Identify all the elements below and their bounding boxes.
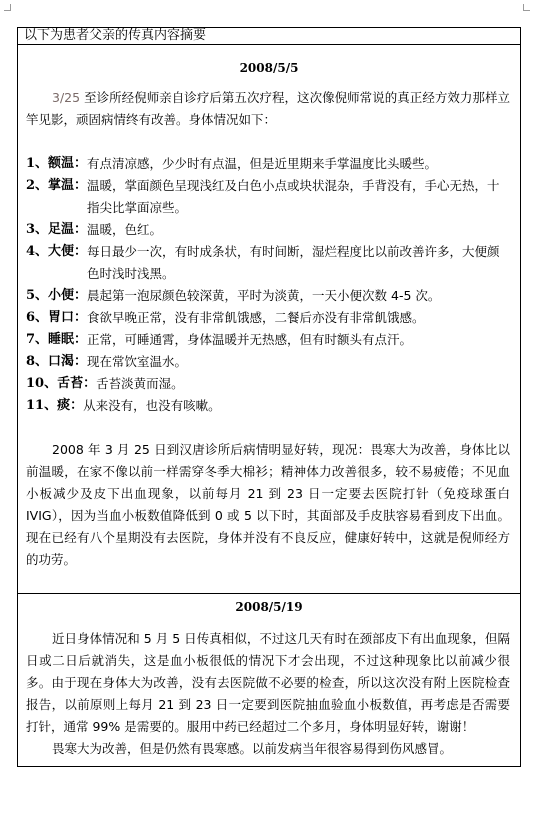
item-label: 1、额温： (26, 156, 88, 171)
list-item (26, 219, 510, 241)
closing-paragraph: 畏寒大为改善，但是仍然有畏寒感。以前发病当年很容易得到伤风感冒。 (52, 741, 453, 756)
fax-summary-table (17, 27, 521, 767)
list-item (26, 153, 510, 175)
item-text: 食欲早晚正常，没有非常飢饿感，二餐后亦没有非常飢饿感。 (87, 310, 425, 325)
item-label: 11、痰： (26, 398, 84, 413)
update-paragraph: 近日身体情况和 5 月 5 日传真相似，不过这几天有时在颈部皮下有出血现象，但隔日或二日后就消失，这是血小板很低的情况下才会出现，不过这种现象比以前减少很多。由于现在身体大为改善，没有去医院做不必要的检查，所以这次没有附上医院检查报告，以前原则上每月 21 到 23 日一定要到医院抽血验血小板数值，再考虑是否需要打针，通常 99% 是需要的。服用中药已经超过二个多月，身体明显好转，谢谢！ (26, 631, 510, 734)
symptom-list (18, 153, 520, 417)
item-text: 每日最少一次，有时成条状，有时间断，湿烂程度比以前改善许多，大便颜色时浅时浅黑。 (87, 244, 500, 281)
section-date: 2008/5/5 (239, 61, 299, 75)
item-text: 晨起第一泡尿颜色较深黄，平时为淡黄，一天小便次数 4-5 次。 (87, 288, 441, 303)
list-item (26, 241, 510, 285)
list-item (26, 329, 510, 351)
item-label: 6、胃口： (26, 310, 88, 325)
item-label: 2、掌温： (26, 178, 88, 193)
item-text: 有点清凉感，少少时有点温，但是近里期来手掌温度比头暖些。 (87, 156, 438, 171)
item-text: 正常，可睡通霄，身体温暖并无热感，但有时额头有点汗。 (87, 332, 413, 347)
section-2008-5-5 (18, 45, 520, 594)
list-item (26, 351, 510, 373)
item-text: 舌苔淡黄而湿。 (96, 376, 184, 391)
item-label: 4、大便： (26, 244, 88, 259)
page-corner-mark (4, 4, 11, 11)
intro-text: 至诊所经倪师亲自诊疗后第五次疗程，这次像倪师常说的真正经方效力那样立竿见影，顽固病情终有改善。身体情况如下： (26, 90, 510, 127)
item-text: 温暖，色红。 (87, 222, 163, 237)
table-header: 以下为患者父亲的传真内容摘要 (18, 28, 520, 45)
page-corner-mark (523, 4, 530, 11)
item-label: 5、小便： (26, 288, 88, 303)
section-2008-5-19 (18, 594, 520, 766)
item-text: 温暖，掌面颜色呈现浅红及白色小点或块状混杂，手背没有，手心无热，十指尖比掌面凉些。 (87, 178, 500, 215)
section-date: 2008/5/19 (235, 600, 303, 614)
item-label: 3、足温： (26, 222, 88, 237)
item-text: 现在常饮室温水。 (87, 354, 188, 369)
list-item (26, 395, 510, 417)
item-label: 8、口渴： (26, 354, 88, 369)
item-label: 7、睡眠： (26, 332, 88, 347)
list-item (26, 285, 510, 307)
list-item (26, 307, 510, 329)
item-text: 从来没有，也没有咳嗽。 (83, 398, 221, 413)
intro-paragraph (18, 87, 520, 131)
item-label: 10、舌苔： (26, 376, 97, 391)
list-item (26, 373, 510, 395)
progress-paragraph: 2008 年 3 月 25 日到汉唐诊所后病情明显好转，现况：畏寒大为改善，身体比以前温暖，在家不像以前一样需穿冬季大棉衫；精神体力改善很多，较不易疲倦；不见血小板减少及皮下出血现象，以前每月 21 到 23 日一定要去医院打针（免疫球蛋白 IVIG），因为当血小板数值降低到 0 或 5 以下时，其面部及手皮肤容易看到皮下出血。现在已经有八个星期没有去医院，身体并没有不良反应，健康好转中，这就是倪师经方的功劳。 (26, 442, 510, 567)
intro-date: 3/25 (52, 90, 81, 105)
list-item (26, 175, 510, 219)
